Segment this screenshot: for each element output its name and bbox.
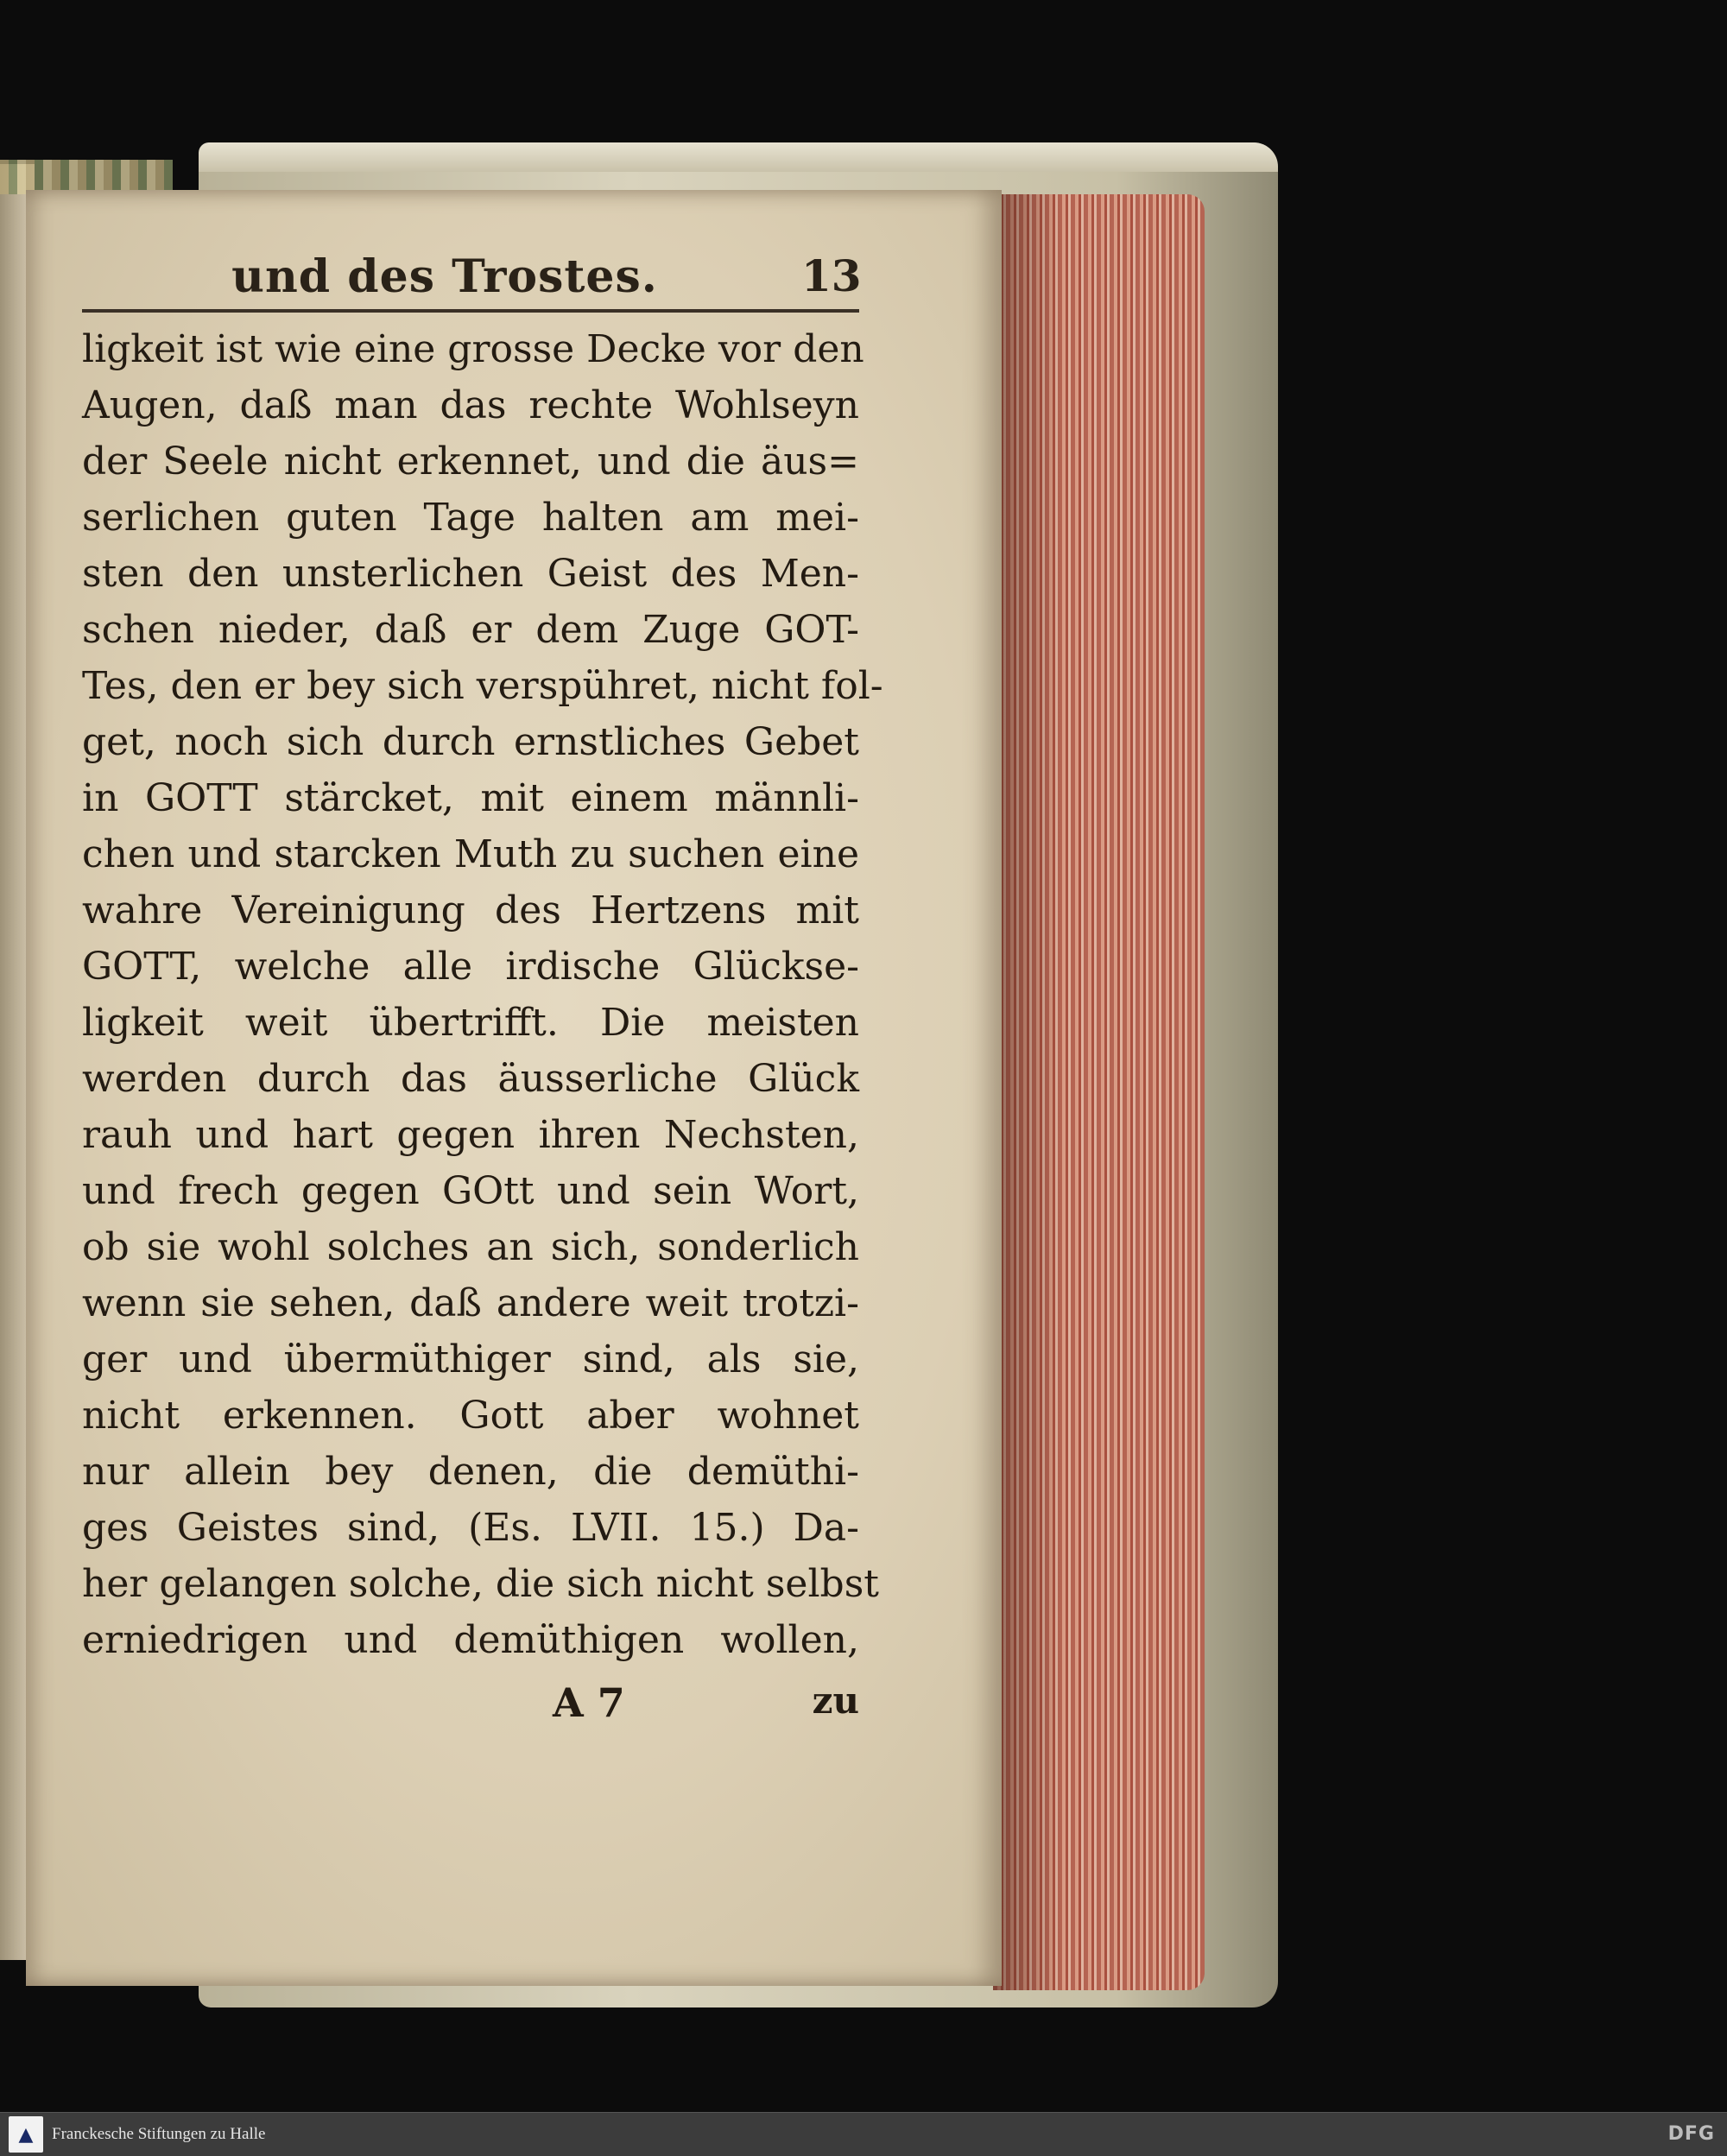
text-line: der Seele nicht erkennet, und die äus= (82, 439, 859, 484)
footer-bar (0, 2112, 1727, 2156)
body-text (82, 321, 883, 1668)
text-line: get, noch sich durch ernstliches Gebet (82, 720, 859, 764)
text-line: wenn sie sehen, daß andere weit trotzi- (82, 1281, 859, 1325)
text-line: her gelangen solche, die sich nicht selbst (82, 1562, 879, 1606)
text-line: serlichen guten Tage halten am mei- (82, 496, 859, 540)
text-line: in GOTT stärcket, mit einem männli- (82, 776, 859, 820)
text-line: ger und übermüthiger sind, als sie, (82, 1337, 859, 1381)
institution-name: Franckesche Stiftungen zu Halle (52, 2125, 266, 2143)
header-rule (82, 309, 859, 313)
text-line: chen und starcken Muth zu suchen eine (82, 832, 859, 876)
signature-mark: A 7 (553, 1679, 625, 1726)
text-line: Augen, daß man das rechte Wohlseyn (82, 383, 859, 427)
text-line: rauh und hart gegen ihren Nechsten, (82, 1113, 859, 1157)
francke-foundation-logo-icon: ▲ (9, 2116, 43, 2153)
text-line: erniedrigen und demüthigen wollen, (82, 1618, 859, 1662)
fore-edge-shadow (993, 194, 1062, 1990)
text-line: Tes, den er bey sich verspühret, nicht fol- (82, 664, 883, 708)
text-line: ges Geistes sind, (Es. LVII. 15.) Da- (82, 1506, 859, 1550)
text-line: nur allein bey denen, die demüthi- (82, 1450, 859, 1494)
text-line: wahre Vereinigung des Hertzens mit (82, 888, 859, 933)
text-line: ligkeit ist wie eine grosse Decke vor den (82, 327, 864, 371)
running-head: und des Trostes. (231, 250, 658, 303)
catchword: zu (812, 1679, 859, 1722)
text-line: nicht erkennen. Gott aber wohnet (82, 1394, 859, 1438)
text-line: ligkeit weit übertrifft. Die meisten (82, 1001, 859, 1045)
text-line: und frech gegen GOtt und sein Wort, (82, 1169, 859, 1213)
text-line: schen nieder, daß er dem Zuge GOT- (82, 608, 859, 652)
dfg-logo: DFG (1667, 2123, 1715, 2145)
text-line: ob sie wohl solches an sich, sonderlich (82, 1225, 859, 1269)
text-line: GOTT, welche alle irdische Glückse- (82, 945, 859, 989)
page-number: 13 (801, 250, 862, 301)
text-line: sten den unsterlichen Geist des Men- (82, 552, 859, 596)
text-line: werden durch das äusserliche Glück (82, 1057, 859, 1101)
headband (0, 160, 173, 194)
book-cover-top-edge (199, 142, 1278, 172)
catchline (82, 1679, 859, 1740)
